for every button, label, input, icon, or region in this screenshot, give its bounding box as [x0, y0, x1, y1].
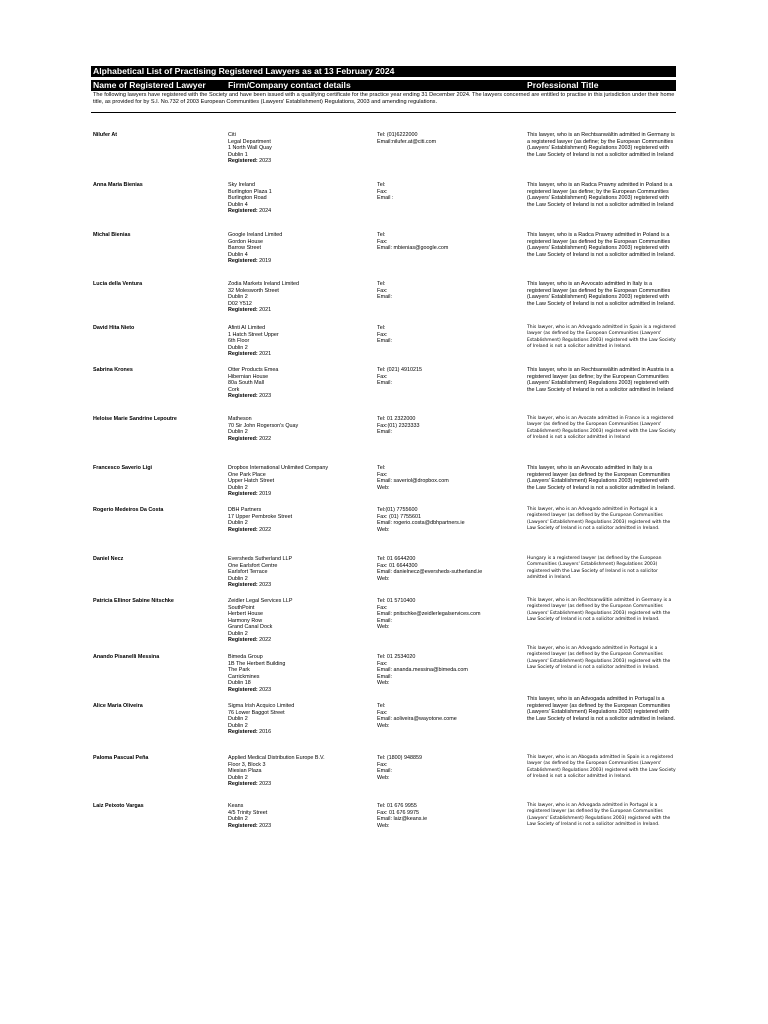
firm-line: The Park — [228, 667, 250, 673]
contact-line: Fax: — [377, 238, 388, 245]
lawyer-name: Sabrina Krones — [93, 367, 133, 373]
firm-line: Dublin 2 — [228, 429, 248, 435]
firm-line: 17 Upper Pembroke Street — [228, 513, 293, 520]
firm-line: D02 Y512 — [228, 300, 252, 307]
firm-line: One Earlsfort Centre — [228, 562, 278, 569]
firm-details — [228, 803, 271, 829]
registered-label: Registered: — [228, 582, 258, 588]
firm-line: Carrickmines — [228, 673, 260, 680]
col-header-title: Professional Title — [527, 80, 599, 90]
registered-line — [228, 258, 282, 265]
firm-line: Dublin 2 — [228, 344, 248, 351]
contact-line: Email: — [377, 429, 392, 435]
professional-title: This lawyer, who is a Radca Prawny admitted in Poland is a registered lawyer (as defined by the European Communities (Lawyers' Establishment) Regulations 2003) registered with the Law Society of Ireland is not a solicitor admitted in Ireland. — [527, 232, 676, 258]
firm-line: Hibernian House — [228, 373, 269, 380]
firm-line: Keans — [228, 803, 244, 809]
firm-line: 1 Hatch Street Upper — [228, 331, 279, 338]
contact-details — [377, 465, 449, 491]
firm-details — [228, 325, 279, 358]
registered-line — [228, 307, 299, 314]
registered-year: 2021 — [259, 307, 272, 313]
contact-line: Tel: — [377, 325, 386, 331]
professional-title: This lawyer, who is an Abogada admitted in Spain is a registered lawyer (as defined by the European Communities (Lawyers' Establishment) Regulations 2003) registered with the Law Society of Ireland is not a solicitor admitted in Ireland. — [527, 755, 676, 780]
firm-line: Applied Medical Distribution Europe B.V. — [228, 755, 325, 761]
firm-line: Dublin 2 — [228, 816, 248, 822]
contact-details — [377, 367, 422, 387]
firm-details — [228, 556, 292, 589]
contact-line: Fax: — [377, 761, 388, 768]
firm-line: Dublin 18 — [228, 680, 251, 686]
registered-year: 2023 — [259, 158, 272, 164]
lawyer-name: David Hita Nieto — [93, 325, 135, 331]
registered-label: Registered: — [228, 158, 258, 164]
contact-line: Web: — [377, 575, 390, 582]
contact-line: Tel: 01 6644200 — [377, 556, 416, 562]
registered-line — [228, 823, 271, 830]
registered-label: Registered: — [228, 491, 258, 497]
contact-line: Fax:(01) 2323333 — [377, 422, 420, 429]
contact-line: Fax: — [377, 660, 388, 667]
registered-year: 2022 — [259, 637, 272, 643]
registered-label: Registered: — [228, 307, 258, 313]
firm-line: Dublin 4 — [228, 201, 248, 208]
contact-line: Email: ananda.messina@bimeda.com — [377, 667, 468, 673]
firm-details — [228, 755, 325, 788]
registered-line — [228, 637, 292, 644]
contact-line: Fax: — [377, 709, 388, 716]
contact-line: Fax: 01 6644300 — [377, 562, 418, 569]
firm-line: Sky Ireland — [228, 182, 255, 188]
contact-line: Email: — [377, 673, 392, 680]
registered-label: Registered: — [228, 258, 258, 264]
firm-line: DBH Partners — [228, 507, 262, 513]
firm-line: Grand Canal Dock — [228, 624, 273, 630]
list-title: Alphabetical List of Practising Registered Lawyers as at 13 February 2024 — [93, 66, 395, 76]
lawyer-name: Rogerio Medeiros Da Costa — [93, 507, 164, 513]
firm-line: Miesian Plaza — [228, 768, 262, 774]
professional-title: This lawyer, who is an Advogado admitted in Portugal is a registered lawyer (as defined by the European Communities (Lawyers' Establishment) Regulations 2003) registered with the Law Society of Ireland is not a solicitor admitted in Ireland. — [527, 507, 671, 532]
registered-label: Registered: — [228, 781, 258, 787]
contact-details — [377, 182, 393, 202]
firm-line: Afinti AI Limited — [228, 325, 266, 331]
contact-line: Email: mbienias@google.com — [377, 245, 449, 251]
firm-line: 76 Lower Baggot Street — [228, 709, 285, 716]
contact-details — [377, 703, 457, 729]
registered-line — [228, 527, 292, 534]
contact-line: Email: — [377, 294, 392, 300]
firm-line: Dublin 2 — [228, 575, 248, 582]
contact-line: Fax: — [377, 471, 388, 478]
registered-label: Registered: — [228, 208, 258, 214]
registered-line — [228, 208, 272, 215]
contact-line: Tel: 01 2322000 — [377, 416, 416, 422]
professional-title: This lawyer, who is an Advogada admitted in Portugal is a registered lawyer (as defined by the European Communities (Lawyers' Establishment) Regulations 2003) registered with the Law Society of Ireland is not a solicitor admitted in Ireland. — [527, 696, 676, 722]
firm-line: Dublin 2 — [228, 716, 248, 722]
firm-line: Zeidler Legal Services LLP — [228, 598, 293, 604]
contact-line: Tel:(01) 7755600 — [377, 507, 418, 513]
lawyer-name: Laiz Peixoto Vargas — [93, 803, 144, 809]
registered-line — [228, 393, 278, 400]
lawyer-name: Anna Maria Bienias — [93, 182, 143, 188]
contact-details — [377, 556, 482, 582]
registered-year: 2019 — [259, 258, 272, 264]
professional-title: This lawyer, who is an Advogado admitted in Spain is a registered lawyer (as defined by the European Communities (Lawyers' Establishment) Regulations 2003) registered with the Law Society of Ireland is not a solicitor admitted in Ireland. — [527, 325, 676, 350]
firm-line: 70 Sir John Rogerson's Quay — [228, 422, 299, 429]
firm-line: 32 Molesworth Street — [228, 287, 279, 294]
registered-year: 2023 — [259, 686, 272, 693]
professional-title: This lawyer, who is an Avocate admitted in France is a registered lawyer (as defined by the European Communities (Lawyers' Establishment) Regulations 2003) registered with the Law Society of Ireland is not a solicitor admitted in Ireland — [527, 416, 676, 441]
contact-line: Web: — [377, 624, 390, 630]
contact-line: Tel: 01 676 9955 — [377, 803, 417, 809]
firm-line: Dublin 2 — [228, 630, 248, 637]
professional-title: This lawyer, who is an Advogado admitted in Portugal is a registered lawyer (as defined by the European Communities (Lawyers' Establishment) Regulations 2003) registered with the Law Society of Ireland is not a solicitor admitted in Ireland. — [527, 646, 671, 671]
list-title-bar — [91, 66, 676, 77]
firm-line: Gordon House — [228, 238, 264, 245]
registered-line — [228, 351, 279, 358]
firm-line: Floor 3, Block 3 — [228, 761, 266, 768]
firm-line: Upper Hatch Street — [228, 478, 275, 484]
firm-line: 6th Floor — [228, 338, 250, 344]
firm-line: Dublin 2 — [228, 294, 248, 300]
firm-line: Legal Department — [228, 138, 271, 145]
contact-line: Fax: — [377, 604, 388, 611]
registered-label: Registered: — [228, 822, 258, 829]
contact-line: Tel: — [377, 281, 386, 287]
contact-line: Web: — [377, 722, 390, 729]
lawyer-name: Heloise Marie Sandrine Lepoutre — [93, 416, 177, 422]
firm-line: Dublin 4 — [228, 251, 248, 258]
firm-line: Barrow Street — [228, 245, 261, 251]
lawyer-name: Daniel Necz — [93, 556, 124, 562]
registered-label: Registered: — [228, 351, 258, 357]
contact-line: Email: rogerio.costa@dbhpartners.ie — [377, 520, 465, 526]
firm-line: Dropbox International Unlimited Company — [228, 465, 329, 471]
registered-label: Registered: — [228, 686, 258, 693]
firm-line: Zodia Markets Ireland Limited — [228, 281, 300, 287]
firm-details — [228, 232, 282, 265]
firm-line: Burlington Road — [228, 195, 267, 201]
professional-title: This lawyer, who is an Rechtsanwältin admitted in Germany is a registered lawyer (as define; by the European Communities (Lawyers' Establishment) Regulations 2003) registered with the Law Society of Ireland is not a solicitor admitted in Ireland — [527, 132, 675, 158]
contact-details — [377, 132, 436, 145]
firm-details — [228, 507, 292, 533]
contact-line: Web: — [377, 822, 390, 829]
contact-line: Email: danielnecz@eversheds-sutherland.ie — [377, 569, 483, 575]
col-header-firm: Firm/Company contact details — [228, 80, 351, 90]
registered-year: 2023 — [259, 781, 272, 787]
intro-text: The following lawyers have registered with the Society and have been issued with a qualifying certificate for the practice year ending 31 December 2024. The lawyers concerned are entitled to practise in this jurisdiction under their home title, as provided for by S.I. No.732 of 2003 European Communities (Lawyers' Establishment) Regulations, 2003 and amending regulations. — [93, 92, 675, 105]
lawyer-name: Michal Bienias — [93, 232, 131, 238]
contact-line: Web: — [377, 484, 390, 491]
registered-year: 2024 — [259, 208, 272, 214]
contact-line: Tel: (021) 4910215 — [377, 367, 422, 373]
contact-details — [377, 416, 420, 436]
registered-label: Registered: — [228, 435, 258, 442]
firm-line: Dublin 2 — [228, 520, 248, 526]
firm-line: Citi — [228, 132, 236, 138]
firm-line: Dublin 1 — [228, 151, 248, 158]
contact-line: Tel: (1800) 948859 — [377, 755, 422, 761]
firm-line: Dublin 2 — [228, 774, 248, 781]
firm-line: 1B The Herbert Building — [228, 660, 286, 667]
firm-line: Sigma Irish Acquico Limited — [228, 703, 295, 709]
registered-year: 2022 — [259, 435, 272, 442]
firm-line: Harmony Row — [228, 617, 263, 624]
registered-year: 2016 — [259, 729, 272, 735]
contact-line: Tel: — [377, 182, 386, 188]
contact-line: Email:nilufer.at@citi.com — [377, 138, 437, 145]
registered-label: Registered: — [228, 526, 258, 533]
contact-line: Email: — [377, 617, 392, 624]
professional-title: This lawyer, who is an Advogada admitted in Portugal is a registered lawyer (as defined by the European Communities (Lawyers' Establishment) Regulations 2003) registered with the Law Society of Ireland is not a solicitor admitted in Ireland. — [527, 803, 671, 828]
contact-details — [377, 598, 480, 631]
registered-year: 2019 — [259, 491, 272, 497]
registered-label: Registered: — [228, 729, 258, 735]
firm-line: SouthPoint — [228, 604, 255, 611]
firm-details — [228, 703, 294, 736]
firm-details — [228, 281, 299, 314]
contact-line: Tel: — [377, 232, 386, 238]
firm-details — [228, 598, 292, 644]
firm-line: Otter Products Emea — [228, 367, 279, 373]
column-header-bar — [91, 80, 676, 91]
contact-line: Email: pnitschke@zeidlerlegalservices.com — [377, 611, 481, 617]
registered-line — [228, 491, 328, 498]
contact-line: Fax: 01 676 9975 — [377, 809, 419, 816]
contact-line: Fax: (01) 7755601 — [377, 513, 422, 520]
lawyer-name: Francesco Saverio Ligi — [93, 465, 153, 471]
firm-details — [228, 654, 285, 693]
registered-year: 2022 — [259, 526, 272, 533]
registered-line — [228, 687, 285, 694]
firm-details — [228, 367, 278, 400]
contact-line: Tel: — [377, 465, 386, 471]
firm-line: Bimeda Group — [228, 654, 263, 660]
contact-line: Tel: — [377, 703, 386, 709]
lawyer-name: Alice Maria Oliveira — [93, 703, 143, 709]
contact-line: Email : — [377, 195, 394, 201]
firm-line: Eversheds Sutherland LLP — [228, 556, 293, 562]
firm-line: Burlington Plaza 1 — [228, 188, 272, 195]
registered-year: 2023 — [259, 393, 272, 399]
contact-line: Tel: 01 2534020 — [377, 654, 416, 660]
firm-line: 4/5 Trinity Street — [228, 809, 268, 816]
contact-details — [377, 755, 422, 781]
professional-title: This lawyer, who is an Avvocato admitted in Italy is a registered lawyer (as defined by the European Communities (Lawyers' Establishment) Regulations 2003) registered with the Law Society of Ireland is not a solicitor admitted in Ireland. — [527, 465, 676, 491]
firm-line: Cork — [228, 386, 240, 393]
registered-line — [228, 436, 298, 443]
contact-line: Web: — [377, 526, 390, 533]
professional-title: This lawyer, who is an Avvocato admitted in Italy is a registered lawyer (as defined by the European Communities (Lawyers' Establishment) Regulations 2003) registered with the Law Society of Ireland is not a solicitor admitted in Ireland. — [527, 281, 676, 307]
contact-line: Web: — [377, 774, 390, 781]
contact-line: Tel: (01)6222000 — [377, 132, 418, 138]
contact-details — [377, 654, 468, 687]
firm-line: Dublin 2 — [228, 484, 248, 491]
firm-line: Earlsfort Terrace — [228, 569, 268, 575]
firm-details — [228, 132, 272, 165]
registered-line — [228, 781, 325, 788]
firm-line: Matheson — [228, 416, 252, 422]
firm-line: One Park Place — [228, 471, 266, 478]
lawyer-name: Lucia della Ventura — [93, 281, 143, 287]
registered-line — [228, 582, 292, 589]
lawyer-name: Nilufer At — [93, 132, 118, 138]
contact-line: Fax: — [377, 188, 388, 195]
firm-details — [228, 465, 328, 498]
firm-line: 80a South Mall — [228, 380, 264, 386]
contact-details — [377, 803, 427, 829]
firm-line: Google Ireland Limited — [228, 232, 283, 238]
professional-title: This lawyer, who is an Rechtsanwältin admitted in Germany is a registered lawyer (as defined by the European Communities (Lawyers' Establishment) Regulations 2003) registered with the Law Society of Ireland is not a solicitor admitted in Ireland. — [527, 598, 672, 623]
contact-line: Fax: — [377, 331, 388, 338]
registered-line — [228, 729, 294, 736]
registered-line — [228, 158, 272, 165]
professional-title: Hungary is a registered lawyer (as defined by the European Communities (Lawyers' Establishment) Regulations 2003) registered with the Law Society of Ireland is not a solicitor admitted in Ireland. — [527, 556, 662, 581]
contact-line: Fax: — [377, 373, 388, 380]
firm-details — [228, 182, 272, 215]
contact-line: Email: — [377, 768, 392, 774]
registered-label: Registered: — [228, 393, 258, 399]
contact-line: Email: aoliveira@wayotone.come — [377, 716, 457, 722]
registered-label: Registered: — [228, 637, 258, 643]
lawyer-name: Paloma Pascual Peña — [93, 755, 149, 761]
contact-details — [377, 507, 465, 533]
firm-line: 1 North Wall Quay — [228, 145, 272, 151]
contact-details — [377, 232, 448, 252]
header-divider — [91, 112, 676, 113]
contact-line: Email: — [377, 338, 392, 344]
lawyer-name: Anando Pisanelli Messina — [93, 654, 160, 660]
professional-title: This lawyer, who is an Rechtsanwältin admitted in Austria is a registered lawyer (as define; by the European Communities (Lawyers' Establishment) Regulations 2003) registered with the Law Society of Ireland is not a solicitor admitted in Ireland — [527, 367, 674, 393]
firm-details — [228, 416, 298, 442]
contact-details — [377, 281, 392, 301]
firm-line: Dublin 2 — [228, 722, 248, 729]
firm-line: Herbert House — [228, 611, 264, 617]
col-header-lawyer: Name of Registered Lawyer — [93, 80, 206, 90]
registered-year: 2021 — [259, 351, 272, 357]
contact-line: Fax: — [377, 287, 388, 294]
contact-line: Email: laiz@keans.ie — [377, 816, 428, 822]
contact-line: Email: saveriol@dropbox.com — [377, 478, 449, 484]
registered-year: 2023 — [259, 582, 272, 588]
contact-line: Email: — [377, 380, 392, 386]
contact-line: Tel: 01 5710400 — [377, 598, 416, 604]
professional-title: This lawyer, who is an Radca Prawny admitted in Poland is a registered lawyer (as define; by the European Communities (Lawyers' Establishment) Regulations 2003) registered with the Law Society of Ireland is not a solicitor admitted in Ireland — [527, 182, 674, 208]
contact-line: Web: — [377, 680, 390, 686]
contact-details — [377, 325, 392, 345]
registered-year: 2023 — [259, 822, 272, 829]
lawyer-name: Patricia Ellinor Sabine Nitschke — [93, 598, 174, 604]
